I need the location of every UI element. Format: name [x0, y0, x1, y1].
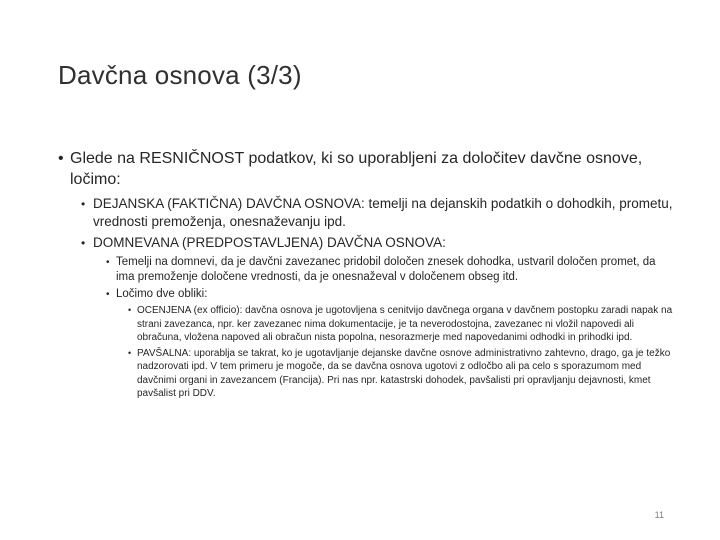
- bullet-text: Glede na RESNIČNOST podatkov, ki so uporabljeni za določitev davčne osnove, ločimo:: [70, 150, 643, 188]
- bullet-level-3: [106, 287, 673, 302]
- bullet-icon: •: [128, 305, 132, 315]
- bullet-text: OCENJENA (ex officio): davčna osnova je ugotovljena s cenitvijo davčnega organa v davčnem postopku zaradi napak na strani zavezanca, npr. ker zavezanec nima dokumentacije, je ta neverodostojna, zavezanec ni vložil napovedi ali obračuna, vložena napoved ali obračun nista popolna, nesorazmerje med napovedanimi odhodki in prihodki ipd.: [137, 305, 673, 343]
- bullet-level-2: [81, 195, 673, 231]
- bullet-icon: •: [128, 347, 132, 358]
- bullet-level-2: [81, 234, 673, 252]
- slide-body: [58, 148, 673, 403]
- bullet-level-3: [106, 255, 673, 285]
- slide-title: Davčna osnova (3/3): [58, 60, 302, 90]
- bullet-text: DEJANSKA (FAKTIČNA) DAVČNA OSNOVA: temelji na dejanskih podatkih o dohodkih, prometu, vrednosti premoženja, onesnaževanju ipd.: [93, 196, 673, 229]
- bullet-text: Ločimo dve obliki:: [116, 288, 208, 300]
- bullet-level-4: [128, 347, 673, 401]
- bullet-icon: •: [81, 236, 86, 250]
- bullet-text: Temelji na domnevi, da je davčni zavezanec pridobil določen znesek dohodka, ustvaril določen promet, da ima premoženje določene vrednosti, da je onesnaževal v določenem obseg itd.: [116, 256, 656, 283]
- bullet-icon: •: [106, 289, 110, 300]
- bullet-level-1: [58, 148, 673, 190]
- bullet-icon: •: [81, 197, 86, 211]
- bullet-icon: •: [58, 150, 64, 167]
- bullet-text: DOMNEVANA (PREDPOSTAVLJENA) DAVČNA OSNOVA:: [93, 235, 446, 250]
- bullet-icon: •: [106, 257, 110, 268]
- page-number: 11: [654, 510, 664, 520]
- bullet-level-4: [128, 304, 673, 345]
- bullet-text: PAVŠALNA: uporablja se takrat, ko je ugotavljanje dejanske davčne osnove administrativno zahtevno, drago, ga je težko nadzorovati ipd. V tem primeru je mogoče, da se davčna osnova ugotovi z odločbo ali pa celo s sporazumom med davčnimi organi in zavezancem (Francija). Pri nas npr. katastrski dohodek, pavšalisti pri opravljanju dejavnosti, kmet pavšalist pri DDV.: [137, 347, 671, 399]
